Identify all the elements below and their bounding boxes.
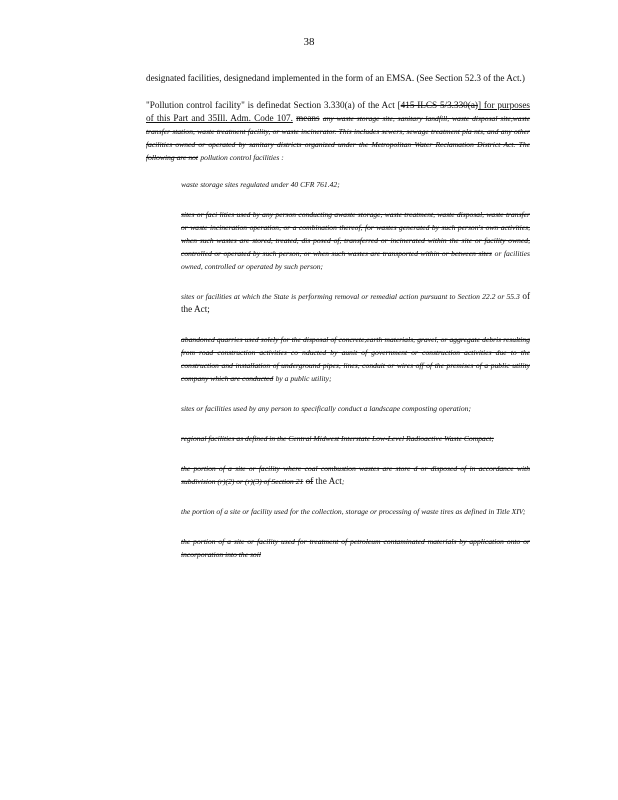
definition-lead: "Pollution control facility" is definedat Section 3.330(a) of the Act [ xyxy=(146,100,401,110)
item-struck-word: of xyxy=(305,476,314,486)
paragraph-pollution-control-facility xyxy=(146,99,530,164)
item-struck-text: the portion of a site or facility where coal combustion wastes are store d or disposed of in accordance with subdivision (r)(2) or (r)(3) of Section 21 xyxy=(181,464,530,486)
definition-tail: pollution control facilities : xyxy=(200,153,284,162)
word-means-struck: means xyxy=(296,113,320,123)
list-item xyxy=(181,462,530,488)
item-act-reference: of the Act; xyxy=(181,291,531,314)
list-item: sites or facilities used by any person to specifically conduct a landscape composting operation; xyxy=(181,404,471,413)
definition-purpose: ] for purposes of this Part and 35Ill. Adm. Code 107. xyxy=(146,100,531,123)
item-punctuation: ; xyxy=(341,477,345,486)
page-number: 38 xyxy=(303,36,315,48)
item-struck-text: sites or faci lities used by any person conducting awaste storage, waste treatment, waste disposal, waste transfer or waste incineration operation, or a combination thereof, for wastes generated by such person's own activities, when such wastes are stored, treated, dis posed of, transferred or incinerated within the site or facility owned, controlled or operated by such person, or when such wastes are transported within or between sites xyxy=(181,210,530,258)
item-struck-text: abandoned quarries used solely for the disposal of concrete,earth materials, gravel, or aggregate debris resulting from road construction activities co nducted by aunit of government or construction activities due to the construction and installation of underground pipes, lines, conduit or wires off of the premises of a public utility company which are conducted xyxy=(181,335,530,383)
document-body xyxy=(146,72,530,561)
item-act-reference: the Act xyxy=(315,476,342,486)
item-text: or facilities owned, controlled or operated by such person; xyxy=(181,249,530,271)
list-item: waste storage sites regulated under 40 CFR 761.42; xyxy=(181,180,340,189)
list-item xyxy=(181,333,530,385)
exclusions-list xyxy=(181,178,530,561)
item-text: by a public utility; xyxy=(275,374,332,383)
list-item xyxy=(181,290,530,316)
list-item: the portion of a site or facility used for the collection, storage or processing of waste tires as defined in Title XIV; xyxy=(181,507,526,516)
list-item: regional facilities as defined in the Central Midwest Interstate Low-Level Radioactive Waste Compact; xyxy=(181,434,494,443)
list-item: the portion of a site or facility used for treatment of petroleum contaminated materials by application onto or incorporation into the soil xyxy=(181,537,530,559)
paragraph-designated-facilities: designated facilities, designedand implemented in the form of an EMSA. (See Section 52.3 of the Act.) xyxy=(146,73,525,83)
list-item xyxy=(181,208,530,273)
item-text: sites or facilities at which the State is performing removal or remedial action pursuant to Section 22.2 or 55.3 xyxy=(181,292,520,301)
definition-struck-text: any waste storage site, sanitary landfill, waste disposal site,waste transfer station, waste treatment facility, or waste incinerator. This includes sewers, sewage treatment pla nts, and any other facilities owned or operated by sanitary districts organized under the Metropolitan Water Reclamation District Act. The following are not xyxy=(146,114,531,162)
citation-struck: 415 ILCS 5/3.330(a) xyxy=(400,100,478,110)
